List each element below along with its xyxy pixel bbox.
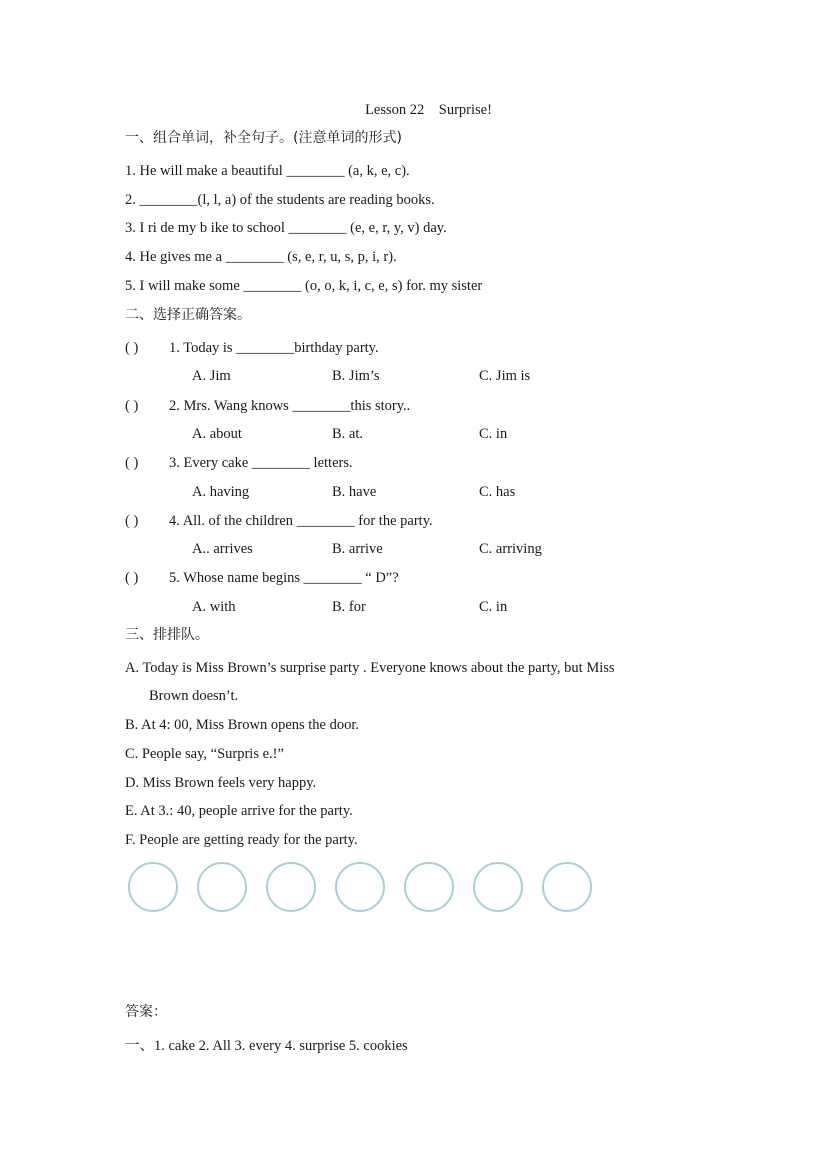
option-b: B. have [332, 484, 377, 500]
section3-item-b: B. At 4: 00, Miss Brown opens the door. [125, 717, 360, 733]
lesson-title: Lesson 22 Surprise! [365, 102, 492, 118]
option-a: A. about [192, 426, 242, 442]
option-b: B. at. [332, 426, 364, 442]
section1-item-3: 3. I ri de my b ike to school ________ (e, e, r, y, v) day. [125, 220, 447, 236]
order-circle [473, 862, 523, 912]
option-b: B. Jim’s [332, 368, 380, 384]
answers-heading: 答案： [125, 1004, 167, 1020]
order-circle [542, 862, 592, 912]
order-circle [197, 862, 247, 912]
option-b: B. for [332, 599, 366, 615]
option-a: A.. arrives [192, 541, 253, 557]
question-text: 3. Every cake ________ letters. [169, 455, 353, 471]
option-c: C. arriving [479, 541, 542, 557]
option-a: A. with [192, 599, 236, 615]
section2-question-4 [125, 511, 433, 531]
section2-question-3 [125, 453, 353, 473]
section3-item-d: D. Miss Brown feels very happy. [125, 775, 317, 791]
section1-item-2: 2. ________(l, l, a) of the students are reading books. [125, 192, 435, 208]
option-a: A. having [192, 484, 250, 500]
order-circle [266, 862, 316, 912]
section1-item-5: 5. I will make some ________ (o, o, k, i, c, e, s) for. my sister [125, 278, 483, 294]
option-c: C. has [479, 484, 516, 500]
answer-paren: ( ) [125, 340, 139, 356]
section3-item-f: F. People are getting ready for the party. [125, 832, 358, 848]
section2-question-1 [125, 338, 379, 358]
section2-question-2 [125, 396, 410, 416]
question-text: 5. Whose name begins ________ “ D”? [169, 570, 399, 586]
option-b: B. arrive [332, 541, 383, 557]
section3-item-c: C. People say, “Surpris e.!” [125, 746, 284, 762]
answer-paren: ( ) [125, 513, 139, 529]
question-text: 4. All. of the children ________ for the party. [169, 513, 433, 529]
answers-line-1: 一、1. cake 2. All 3. every 4. surprise 5. cookies [125, 1038, 408, 1054]
order-circle [404, 862, 454, 912]
option-c: C. in [479, 426, 508, 442]
section2-question-5 [125, 568, 399, 588]
section3-item-a-continued: Brown doesn’t. [149, 688, 239, 704]
option-c: C. in [479, 599, 508, 615]
answer-paren: ( ) [125, 570, 139, 586]
answer-paren: ( ) [125, 455, 139, 471]
section3-heading: 三、排排队。 [125, 627, 209, 643]
question-text: 1. Today is ________birthday party. [169, 340, 379, 356]
order-circle [335, 862, 385, 912]
section3-item-a: A. Today is Miss Brown’s surprise party . Everyone knows about the party, but Miss [125, 660, 615, 676]
section1-heading: 一、组合单词，补全句子。(注意单词的形式) [125, 130, 402, 146]
section1-item-4: 4. He gives me a ________ (s, e, r, u, s, p, i, r). [125, 249, 397, 265]
section1-item-1: 1. He will make a beautiful ________ (a, k, e, c). [125, 163, 410, 179]
section3-item-e: E. At 3.: 40, people arrive for the party. [125, 803, 353, 819]
question-text: 2. Mrs. Wang knows ________this story.. [169, 398, 411, 414]
answer-paren: ( ) [125, 398, 139, 414]
option-a: A. Jim [192, 368, 231, 384]
option-c: C. Jim is [479, 368, 531, 384]
order-circle [128, 862, 178, 912]
section2-heading: 二、选择正确答案。 [125, 307, 251, 323]
